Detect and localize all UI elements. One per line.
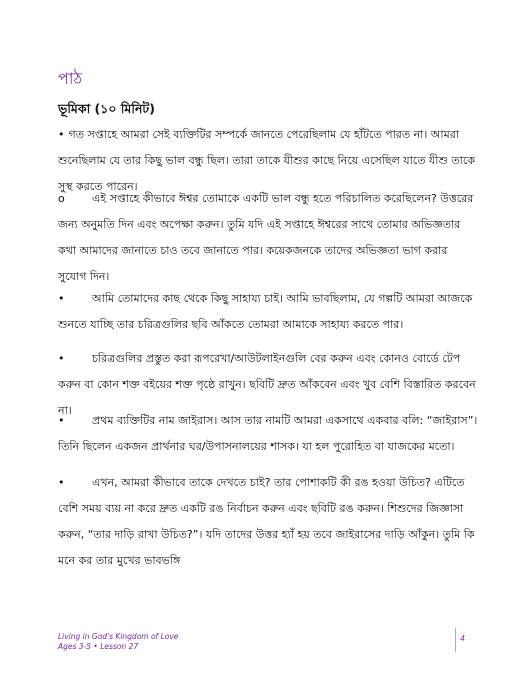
bullet-marker: • [58, 292, 65, 305]
paragraph-text: চরিত্রগুলির প্রস্তুত করা রূপরেখা/আউটলাইনগুলি বের করুন এবং কোনও বোর্ডে টেপ করুন বা কোন শক্ত বইয়ের শক্ত পৃষ্ঠে রাখুন। ছবিটি দ্রুত আঁকবেন এবং খুব বেশি বিস্তারিত করবেন না। [58, 352, 476, 417]
bullet-marker: • [58, 128, 65, 141]
footer-divider [455, 628, 456, 652]
page-number: 4 [460, 634, 466, 643]
paragraph-5 [58, 408, 478, 460]
paragraph-6 [58, 470, 478, 574]
footer-lesson-info: Ages 3-5 • Lesson 27 [58, 642, 139, 651]
circle-marker: o [58, 192, 65, 205]
footer-curriculum-title: Living in God's Kingdom of Love [58, 632, 179, 641]
section-heading: পাঠ [58, 69, 83, 88]
paragraph-text: এই সপ্তাহে কীভাবে ঈশ্বর তোমাকে একটি ভাল বন্ধু হতে পরিচালিত করেছিলেন? উত্তরের জন্য অনুমতি দিন এবং অপেক্ষা করুন। তুমি যদি এই সপ্তাহে ঈশ্বরের সাথে তোমার অভিজ্ঞতার কথা আমাদের জানাতে চাও তবে জানাতে পার। কয়েকজনকে তাদের অভিজ্ঞতা ভাগ করার সুযোগ দিন। [58, 192, 474, 283]
paragraph-text: গত সপ্তাহে আমরা সেই ব্যক্তিটির সম্পর্কে জানতে পেরেছিলাম যে হাঁটতে পারত না। আমরা শুনেছিলাম যে তার কিছু ভাল বন্ধু ছিল। তারা তাকে যীশুর কাছে নিয়ে এসেছিল যাতে যীশু তাকে সুস্থ করতে পারেন। [58, 128, 475, 193]
paragraph-2 [58, 186, 478, 290]
introduction-subheading: ভূমিকা (১০ মিনিট) [58, 101, 155, 116]
bullet-marker: • [58, 476, 65, 489]
bullet-marker: • [58, 414, 65, 427]
bullet-marker: • [58, 352, 65, 365]
paragraph-text: আমি তোমাদের কাছ থেকে কিছু সাহায্য চাই। আমি ভাবছিলাম, যে গল্পটি আমরা আজকে শুনতে যাচ্ছি তার চরিত্রগুলির ছবি আঁকতে তোমরা আমাকে সাহায্য করতে পার। [58, 292, 473, 331]
paragraph-text: এখন, আমরা কীভাবে তাকে দেখতে চাই? তার পোশাকটি কী রঙ হওয়া উচিত? এটিতে বেশি সময় ব্যয় না করে দ্রুত একটি রঙ নির্বাচন করুন এবং ছবিটি রঙ করুন। শিশুদের জিজ্ঞাসা করুন, “তার দাড়ি রাখা উচিত?”। যদি তাদের উত্তর হ্যাঁ হয় তবে জাইরাসের দাড়ি আঁকুন। তুমি কি মনে কর তার মুখের ভাবভঙ্গি [58, 476, 475, 567]
paragraph-text: প্রথম ব্যক্তিটির নাম জাইরাস। আস তার নামটি আমরা একসাথে একবার বলি: “জাইরাস”। তিনি ছিলেন একজন প্রার্থনার ঘর/উপাসনালয়ের শাসক। যা হল পুরোহিত বা যাজকের মতো। [58, 414, 478, 453]
paragraph-3 [58, 286, 478, 338]
